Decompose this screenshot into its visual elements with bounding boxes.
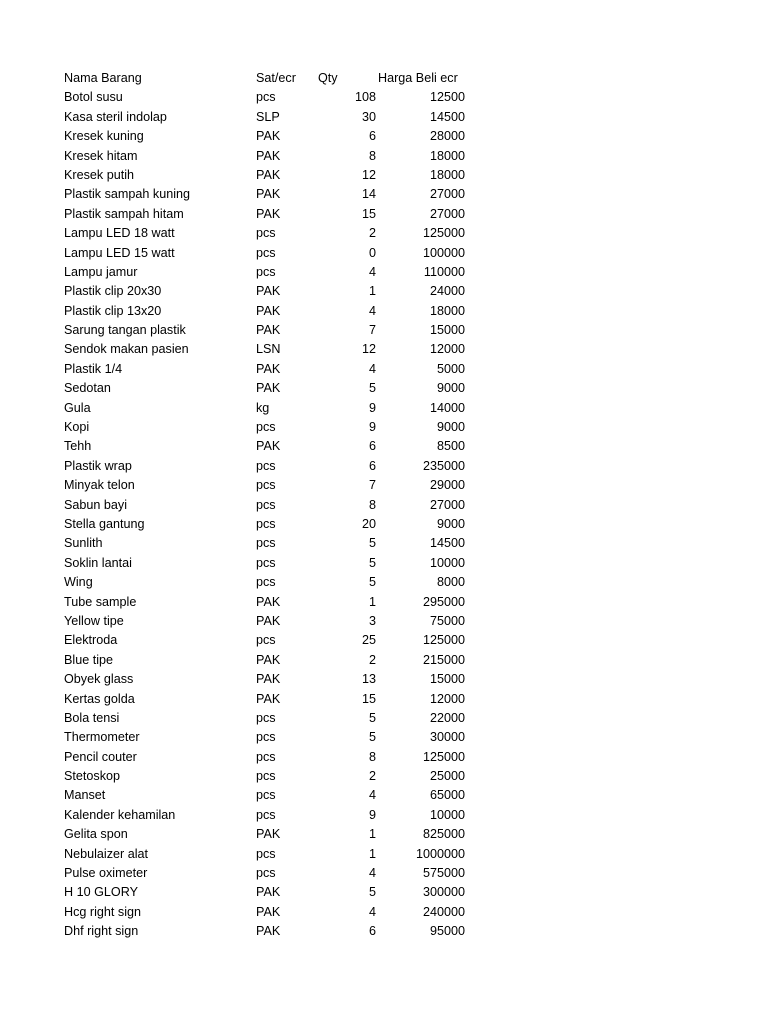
cell-unit: pcs <box>256 536 276 551</box>
cell-unit: pcs <box>256 458 276 473</box>
cell-qty: 9 <box>368 420 376 435</box>
cell-item-name: Lampu LED 18 watt <box>64 226 175 241</box>
cell-price: 14500 <box>429 536 465 551</box>
header-qty: Qty <box>318 71 338 85</box>
table-row <box>64 631 484 650</box>
cell-qty: 5 <box>368 885 376 900</box>
cell-unit: PAK <box>256 691 281 706</box>
cell-qty: 4 <box>368 264 376 279</box>
cell-item-name: Kertas golda <box>64 691 135 706</box>
table-row <box>64 282 484 301</box>
cell-item-name: Obyek glass <box>64 672 134 687</box>
cell-qty: 6 <box>368 439 376 454</box>
cell-qty: 4 <box>368 904 376 919</box>
table-row <box>64 244 484 263</box>
cell-qty: 9 <box>368 807 376 822</box>
cell-item-name: H 10 GLORY <box>64 885 138 900</box>
cell-unit: PAK <box>256 381 281 396</box>
cell-item-name: Kresek putih <box>64 167 135 182</box>
table-row <box>64 418 484 437</box>
cell-item-name: Dhf right sign <box>64 924 139 939</box>
cell-unit: PAK <box>256 594 281 609</box>
cell-unit: pcs <box>256 575 276 590</box>
cell-unit: pcs <box>256 420 276 435</box>
cell-item-name: Elektroda <box>64 633 118 648</box>
cell-qty: 1 <box>368 284 376 299</box>
cell-unit: PAK <box>256 206 281 221</box>
table-row <box>64 515 484 534</box>
cell-price: 15000 <box>429 672 465 687</box>
cell-unit: PAK <box>256 129 281 144</box>
cell-item-name: Gula <box>64 400 91 415</box>
header-price: Harga Beli ecr <box>378 71 458 85</box>
cell-price: 9000 <box>436 381 465 396</box>
table-row <box>64 825 484 844</box>
cell-qty: 13 <box>361 672 376 687</box>
cell-unit: PAK <box>256 323 281 338</box>
table-row <box>64 205 484 224</box>
cell-item-name: Kresek kuning <box>64 129 144 144</box>
cell-price: 14500 <box>429 109 465 124</box>
cell-item-name: Plastik wrap <box>64 458 132 473</box>
cell-price: 29000 <box>429 478 465 493</box>
cell-qty: 2 <box>368 226 376 241</box>
table-row <box>64 224 484 243</box>
cell-price: 300000 <box>422 885 465 900</box>
cell-item-name: Blue tipe <box>64 652 114 667</box>
cell-qty: 5 <box>368 536 376 551</box>
cell-qty: 12 <box>361 167 376 182</box>
cell-price: 65000 <box>429 788 465 803</box>
table-row <box>64 476 484 495</box>
cell-unit: pcs <box>256 846 276 861</box>
cell-price: 240000 <box>422 904 465 919</box>
cell-item-name: Pulse oximeter <box>64 866 148 881</box>
cell-price: 125000 <box>422 633 465 648</box>
cell-unit: pcs <box>256 730 276 745</box>
cell-price: 8500 <box>436 439 465 454</box>
cell-item-name: Stella gantung <box>64 516 145 531</box>
cell-price: 27000 <box>429 497 465 512</box>
cell-price: 18000 <box>429 303 465 318</box>
table-row <box>64 108 484 127</box>
cell-price: 825000 <box>422 827 465 842</box>
cell-unit: pcs <box>256 866 276 881</box>
cell-price: 28000 <box>429 129 465 144</box>
table-row <box>64 922 484 941</box>
table-row <box>64 709 484 728</box>
cell-unit: PAK <box>256 827 281 842</box>
header-item-name: Nama Barang <box>64 71 142 85</box>
table-row <box>64 534 484 553</box>
cell-price: 235000 <box>422 458 465 473</box>
cell-unit: pcs <box>256 497 276 512</box>
cell-qty: 2 <box>368 652 376 667</box>
cell-item-name: Lampu jamur <box>64 264 138 279</box>
cell-unit: pcs <box>256 90 276 105</box>
cell-qty: 14 <box>361 187 376 202</box>
cell-qty: 108 <box>354 90 376 105</box>
cell-unit: LSN <box>256 342 281 357</box>
cell-price: 125000 <box>422 226 465 241</box>
cell-qty: 6 <box>368 129 376 144</box>
cell-price: 8000 <box>436 575 465 590</box>
cell-item-name: Kresek hitam <box>64 148 138 163</box>
cell-qty: 8 <box>368 148 376 163</box>
cell-qty: 4 <box>368 303 376 318</box>
cell-unit: pcs <box>256 245 276 260</box>
table-row <box>64 786 484 805</box>
cell-price: 27000 <box>429 187 465 202</box>
cell-unit: pcs <box>256 807 276 822</box>
cell-item-name: Tube sample <box>64 594 137 609</box>
cell-price: 10000 <box>429 807 465 822</box>
cell-qty: 1 <box>368 827 376 842</box>
table-row <box>64 127 484 146</box>
cell-price: 30000 <box>429 730 465 745</box>
table-row <box>64 379 484 398</box>
cell-qty: 7 <box>368 323 376 338</box>
cell-item-name: Thermometer <box>64 730 140 745</box>
cell-qty: 5 <box>368 710 376 725</box>
cell-qty: 1 <box>368 594 376 609</box>
table-header-row <box>64 69 484 88</box>
cell-item-name: Soklin lantai <box>64 555 132 570</box>
table-row <box>64 496 484 515</box>
cell-price: 100000 <box>422 245 465 260</box>
table-row <box>64 651 484 670</box>
table-row <box>64 88 484 107</box>
cell-price: 9000 <box>436 420 465 435</box>
cell-unit: pcs <box>256 264 276 279</box>
cell-price: 295000 <box>422 594 465 609</box>
table-row <box>64 728 484 747</box>
cell-unit: pcs <box>256 478 276 493</box>
cell-unit: kg <box>256 400 270 415</box>
cell-item-name: Tehh <box>64 439 92 454</box>
cell-item-name: Plastik 1/4 <box>64 361 123 376</box>
cell-unit: pcs <box>256 749 276 764</box>
cell-price: 215000 <box>422 652 465 667</box>
cell-qty: 8 <box>368 497 376 512</box>
cell-unit: PAK <box>256 303 281 318</box>
cell-qty: 5 <box>368 730 376 745</box>
table-row <box>64 864 484 883</box>
table-row <box>64 593 484 612</box>
cell-price: 75000 <box>429 613 465 628</box>
cell-price: 125000 <box>422 749 465 764</box>
cell-unit: pcs <box>256 710 276 725</box>
cell-price: 575000 <box>422 866 465 881</box>
table-row <box>64 437 484 456</box>
cell-item-name: Sunlith <box>64 536 103 551</box>
cell-unit: pcs <box>256 516 276 531</box>
table-row <box>64 748 484 767</box>
cell-qty: 5 <box>368 555 376 570</box>
table-row <box>64 166 484 185</box>
cell-price: 18000 <box>429 148 465 163</box>
cell-item-name: Gelita spon <box>64 827 128 842</box>
cell-unit: PAK <box>256 613 281 628</box>
cell-qty: 15 <box>361 206 376 221</box>
cell-unit: PAK <box>256 187 281 202</box>
table-row <box>64 457 484 476</box>
cell-price: 22000 <box>429 710 465 725</box>
table-row <box>64 147 484 166</box>
cell-qty: 5 <box>368 381 376 396</box>
cell-price: 5000 <box>436 361 465 376</box>
cell-qty: 0 <box>368 245 376 260</box>
item-table <box>64 69 484 942</box>
cell-item-name: Lampu LED 15 watt <box>64 245 175 260</box>
cell-qty: 6 <box>368 924 376 939</box>
cell-unit: pcs <box>256 555 276 570</box>
cell-item-name: Sedotan <box>64 381 111 396</box>
header-unit: Sat/ecr <box>256 71 296 85</box>
cell-qty: 25 <box>361 633 376 648</box>
cell-unit: pcs <box>256 788 276 803</box>
cell-price: 27000 <box>429 206 465 221</box>
table-row <box>64 321 484 340</box>
cell-item-name: Kopi <box>64 420 90 435</box>
table-row <box>64 903 484 922</box>
cell-unit: pcs <box>256 226 276 241</box>
cell-item-name: Plastik sampah hitam <box>64 206 184 221</box>
cell-price: 24000 <box>429 284 465 299</box>
cell-item-name: Bola tensi <box>64 710 120 725</box>
cell-item-name: Botol susu <box>64 90 123 105</box>
cell-unit: PAK <box>256 652 281 667</box>
cell-item-name: Manset <box>64 788 106 803</box>
cell-qty: 4 <box>368 866 376 881</box>
table-row <box>64 612 484 631</box>
cell-price: 95000 <box>429 924 465 939</box>
cell-unit: PAK <box>256 904 281 919</box>
cell-qty: 20 <box>361 516 376 531</box>
cell-unit: pcs <box>256 633 276 648</box>
table-row <box>64 767 484 786</box>
cell-qty: 15 <box>361 691 376 706</box>
cell-unit: PAK <box>256 361 281 376</box>
cell-unit: PAK <box>256 885 281 900</box>
cell-unit: PAK <box>256 284 281 299</box>
cell-unit: PAK <box>256 924 281 939</box>
cell-item-name: Kasa steril indolap <box>64 109 167 124</box>
cell-item-name: Plastik clip 13x20 <box>64 303 162 318</box>
table-row <box>64 845 484 864</box>
cell-item-name: Yellow tipe <box>64 613 124 628</box>
cell-item-name: Pencil couter <box>64 749 137 764</box>
cell-unit: pcs <box>256 769 276 784</box>
cell-item-name: Sendok makan pasien <box>64 342 189 357</box>
cell-price: 14000 <box>429 400 465 415</box>
cell-price: 12000 <box>429 691 465 706</box>
cell-qty: 6 <box>368 458 376 473</box>
cell-price: 110000 <box>423 264 465 279</box>
cell-price: 9000 <box>436 516 465 531</box>
table-row <box>64 883 484 902</box>
cell-item-name: Nebulaizer alat <box>64 846 149 861</box>
cell-price: 18000 <box>429 167 465 182</box>
table-row <box>64 573 484 592</box>
table-row <box>64 554 484 573</box>
table-row <box>64 360 484 379</box>
cell-item-name: Plastik sampah kuning <box>64 187 191 202</box>
cell-item-name: Minyak telon <box>64 478 135 493</box>
cell-price: 10000 <box>429 555 465 570</box>
cell-price: 15000 <box>429 323 465 338</box>
cell-qty: 30 <box>361 109 376 124</box>
cell-price: 25000 <box>429 769 465 784</box>
cell-item-name: Wing <box>64 575 93 590</box>
cell-qty: 1 <box>368 846 376 861</box>
table-row <box>64 302 484 321</box>
cell-unit: PAK <box>256 167 281 182</box>
cell-qty: 4 <box>368 361 376 376</box>
cell-item-name: Kalender kehamilan <box>64 807 176 822</box>
cell-unit: PAK <box>256 672 281 687</box>
table-row <box>64 399 484 418</box>
table-row <box>64 670 484 689</box>
cell-qty: 9 <box>368 400 376 415</box>
cell-qty: 7 <box>368 478 376 493</box>
cell-qty: 8 <box>368 749 376 764</box>
cell-unit: SLP <box>256 109 280 124</box>
cell-price: 12500 <box>429 90 465 105</box>
cell-qty: 3 <box>368 613 376 628</box>
cell-unit: PAK <box>256 439 281 454</box>
cell-item-name: Sabun bayi <box>64 497 128 512</box>
cell-item-name: Sarung tangan plastik <box>64 323 186 338</box>
table-row <box>64 806 484 825</box>
cell-item-name: Stetoskop <box>64 769 121 784</box>
cell-price: 1000000 <box>415 846 465 861</box>
table-row <box>64 340 484 359</box>
table-row <box>64 185 484 204</box>
table-row <box>64 690 484 709</box>
cell-item-name: Hcg right sign <box>64 904 141 919</box>
table-body <box>64 88 484 941</box>
cell-qty: 12 <box>361 342 376 357</box>
cell-item-name: Plastik clip 20x30 <box>64 284 162 299</box>
cell-price: 12000 <box>429 342 465 357</box>
cell-qty: 2 <box>368 769 376 784</box>
cell-qty: 5 <box>368 575 376 590</box>
table-row <box>64 263 484 282</box>
cell-unit: PAK <box>256 148 281 163</box>
cell-qty: 4 <box>368 788 376 803</box>
